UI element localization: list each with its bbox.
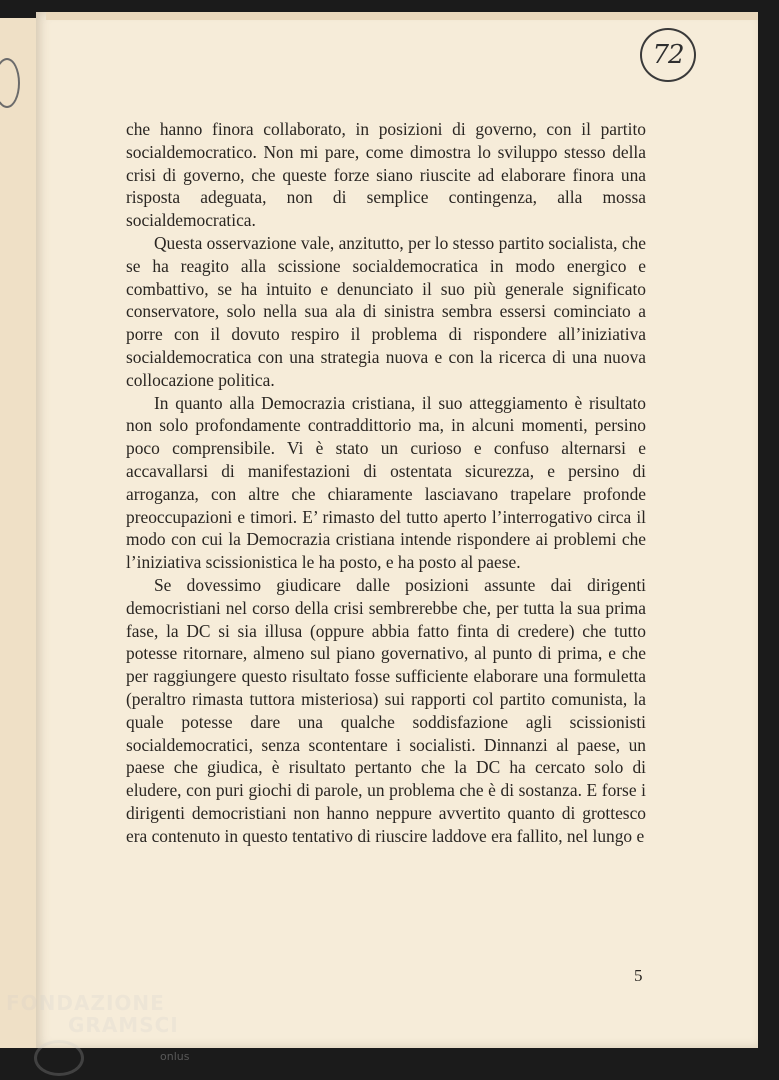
page-number: 5 [634,966,643,985]
watermark-line-2: GRAMSCI [68,1013,179,1037]
watermark-logo [6,992,179,1036]
watermark-ring-icon [34,1040,84,1076]
previous-page-edge [0,18,41,1048]
page-top-edge [46,12,758,20]
document-page [36,12,758,1048]
watermark-line-1: FONDAZIONE [6,991,165,1015]
previous-page-handwritten-mark [0,58,20,108]
paragraph-1: che hanno finora collaborato, in posizioni di governo, con il partito socialdemocratico. Non mi pare, come dimostra lo sviluppo stesso della crisi di governo, che queste forze siano riuscite ad elaborare finora una risposta adeguata, non di semplice contingenza, alla mossa socialdemocratica. [126,119,646,231]
handwritten-page-number: 72 [640,28,696,82]
body-text [126,118,646,848]
paragraph-4: Se dovessimo giudicare dalle posizioni assunte dai dirigenti democristiani nel corso della crisi sembrerebbe che, per tutta la sua prima fase, la DC si sia illusa (oppure abbia fatto finta di credere) che tutto potesse ritornare, almeno sul piano governativo, al punto di prima, e che per raggiungere questo risultato fosse sufficiente elaborare una formuletta (peraltro rimasta tuttora misteriosa) sui rapporti col partito comunista, la quale potesse dare una qualche soddisfazione agli scissionisti socialdemocratici, senza scontentare i socialisti. Dinnanzi al paese, un paese che giudica, è risultato pertanto che la DC ha cercato solo di eludere, con puri giochi di parole, un problema che è di sostanza. E forse i dirigenti democristiani non hanno neppure avvertito quanto di grottesco era contenuto in questo tentativo di riuscire laddove era fallito, nel lungo e [126,574,646,846]
paragraph-3: In quanto alla Democrazia cristiana, il suo atteggiamento è risultato non solo profondamente contraddittorio ma, in alcuni momenti, persino poco comprensibile. Vi è stato un curioso e confuso alternarsi e accavallarsi di manifestazioni di ostentata sicurezza, e persino di arroganza, con altre che chiaramente lasciavano trapelare profonde preoccupazioni e timori. E’ rimasto del tutto aperto l’interrogativo circa il modo con cui la Democrazia cristiana intende rispondere ai problemi che l’iniziativa scissionistica le ha posto, e ha posto al paese. [126,392,646,573]
paragraph-2: Questa osservazione vale, anzitutto, per lo stesso partito socialista, che se ha reagito alla scissione socialdemocratica in modo energico e combattivo, se ha intuito e denunciato il suo più generale significato conservatore, solo nella sua ala di sinistra sembra essersi cominciato a porre con il dovuto respiro il problema di rispondere all’iniziativa socialdemocratica con una strategia nuova e con la ricerca di una nuova collocazione politica. [126,232,646,390]
watermark-subtitle: onlus [160,1050,190,1063]
